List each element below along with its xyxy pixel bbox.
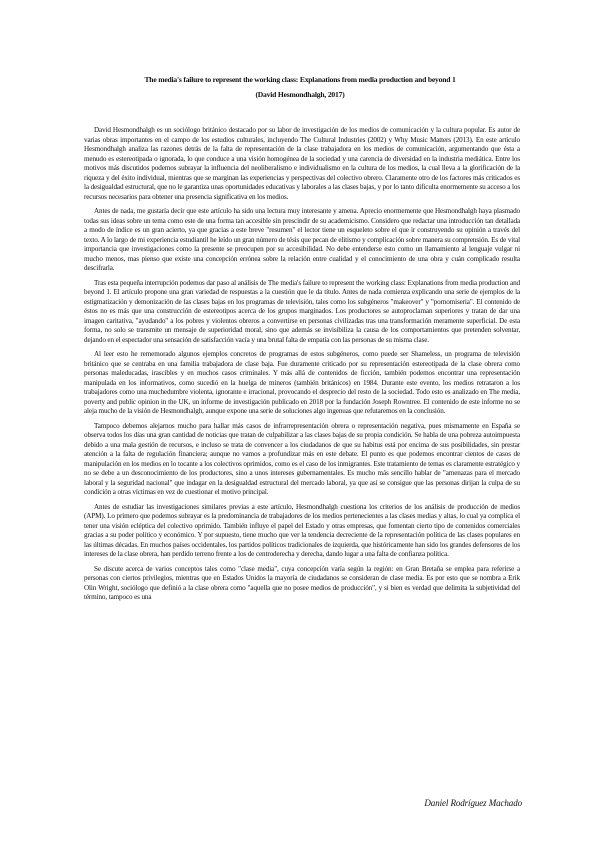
paragraph: Al leer esto he rememorado algunos ejemplos concretos de programas de estos subgéneros, como puede ser Shameless, un programa de televisión británico que se centraba en una familia trabajadora de clase baja. Fue duramente criticado por su representación estereotipada de la clase obrera como personas maleducadas, irascibles y en muchos casos criminales. Y más allá de contenidos de ficción, también podemos encontrar una representación manipulada en los informativos, como sucedió en la huelga de mineros (también británicos) en 1984. Durante este evento, los medios retrataron a los trabajadores como una muchedumbre violenta, ignorante e irracional, provocando el desprecio del resto de la sociedad. Todo esto es analizado en The media, poverty and public opinion in the UK, un informe de investigación publicado en 2018 por la fundación Joseph Rowntree. El contenido de este informe no se aleja mucho de la visión de Hesmondhalgh, aunque expone una serie de soluciones algo ingenuas que refutaremos en la conclusión. <box>84 350 520 415</box>
paragraph: Antes de nada, me gustaría decir que este artículo ha sido una lectura muy interesante y amena. Aprecio enormemente que Hesmondhalgh haya plasmado todas sus ideas sobre un tema como este de una forma tan accesible sin prescindir de su academicismo. Considero que redactar una introducción tan detallada a modo de índice es un gran acierto, ya que gracias a este breve "resumen" el lector tiene un esqueleto sobre el que ir construyendo su opinión a través del texto. A lo largo de mi experiencia estudiantil he leído un gran número de tésis que pecan de elitismo y complicación sobre manera su comprensión. Es de vital importancia que investigaciones como la presente se preocupen por su accesibilidad. No debe entenderse esto como un llamamiento al lenguaje vulgar ni mucho menos, mas pienso que existe una concepción errónea sobre la relación entre cualidad y el conocimiento de una obra y cuán complicado resulta descifrarla. <box>84 207 520 272</box>
document-title: The media's failure to represent the working class: Explanations from media production and beyond 1 <box>144 75 456 84</box>
title-block <box>60 72 540 102</box>
paragraph: Tras esta pequeña interrupción podemos dar paso al análisis de The media's failure to represent the working class: Explanations from media production and beyond 1. El artículo propone una gran variedad de respuestas a la cuestión que le da título. Antes de nada comienza explicando una serie de ejemplos de la estigmatización y demonización de las clases bajas en los programas de televisión, tales como los subgéneros "makeover" y "pornomiseria". El contenido de éstos no es más que una construcción de estereotipos acerca de los grupos marginados. Los productores se autoproclaman superiores y tratan de dar una imagen caritativa, "ayudando" a los pobres y violentos obreros a convertirse en personas civilizadas tras una transformación meramente superficial. De esta forma, no solo se transmite un mensaje de superioridad moral, sino que además se invisibiliza la causa de los comportamientos que pretenden solventar, dejando en el espectador una sensación de satisfacción vacía y una brutal falta de empatía con las personas de su misma clase. <box>84 278 520 344</box>
paragraph: Antes de estudiar las investigaciones similares previas a este artículo, Hesmondhalgh cuestiona los criterios de los análisis de producción de medios (APM). Lo primero que podemos subrayar es la predominancia de trabajadores de los medios pertenecientes a las clases medias y altas, lo cual ya complica el tener una visión ecléptica del colectivo oprimido. También influye el papel del Estado y otras empresas, que fomentan cierto tipo de contenidos comerciales gracias a su poder político y económico. Y por supuesto, tiene mucho que ver la tendencia decreciente de la representación política de las clases populares en las últimas décadas. En muchos países occidentales, los partidos políticos tradicionales de izquierda, que históricamente han sido los grandes defensores de los intereses de la clase obrera, han perdido terreno frente a los de centroderecha y derecha, dando lugar a una falta de confianza política. <box>84 502 520 558</box>
document-subtitle: (David Hesmondhalgh, 2017) <box>255 90 345 99</box>
paragraph: Tampoco debemos alejarnos mucho para hallar más casos de infrarrepresentación obrera o representación negativa, pues mismamente en España se observa todos los días una gran cantidad de noticias que tratan de culpabilizar a las clases bajas de su propia condición. Se habla de una pobreza autoimpuesta debido a una mala gestión de recursos, e incluso se trata de convencer a los ciudadanos de que su habitus está por encima de sus posibilidades, sin prestar atención a la falta de regulación financiera; aunque no vamos a profundizar más en este debate. El punto es que podemos encontrar cientos de casos de manipulación en los medios en lo tocante a los colectivos oprimidos, como es el caso de los inmigrantes. Este tratamiento de temas es claramente estratégico y no se debe a un desconocimiento de los productores, sino a unos intereses gubernamentales. Es mucho más sencillo hablar de "amenazas para el mercado laboral y la seguridad nacional" que indagar en la desigualdad estructural del mercado laboral, ya que así se consigue que las personas dirijan la culpa de su condición a otras víctimas en vez de cuestionar el motivo principal. <box>84 421 520 496</box>
paragraph: David Hesmondhalgh es un sociólogo británico destacado por su labor de investigación de los medios de comunicación y la cultura popular. Es autor de varias obras importantes en el campo de los estudios culturales, incluyendo The Cultural Industries (2002) y Why Music Matters (2013). En este artículo Hesmondhalgh analiza las razones detrás de la falta de representación de la clase trabajadora en los medios de comunicación, argumentando que ésta a menudo es estereotipada o ignorada, lo que conduce a una visión homogénea de la sociedad y una carencia de diversidad en la industria mediática. Entre los motivos más discutidos podemos subrayar la influencia del neoliberalismo e individualismo en la cultura de los medios, la cual lleva a la glorificación de la riqueza y del éxito individual, mientras que se marginan las experiencias y perspectivas del colectivo obrero. Claramente otro de los factores más criticados es la desigualdad estructural, que no le garantiza unas oportunidades educativas y laborales a las clases bajas, y por lo tanto dificulta enormemente su acceso a los recursos necesarios para obtener una presencia significativa en los medios. <box>84 126 520 201</box>
document-body <box>84 126 520 603</box>
footer-author: Daniel Rodríguez Machado <box>424 798 522 808</box>
paragraph: Se discute acerca de varios conceptos tales como "clase media", cuya concepción varía según la región: en Gran Bretaña se emplea para referirse a personas con ciertos privilegios, mientras que en Estados Unidos la mayoría de ciudadanos se consideran de clase media. Es por esto que se nombra a Erik Olin Wright, sociólogo que definió a la clase obrera como "aquella que no posee medios de producción", y si bien es verdad que delimita la subjetividad del término, tampoco es una <box>84 564 520 601</box>
